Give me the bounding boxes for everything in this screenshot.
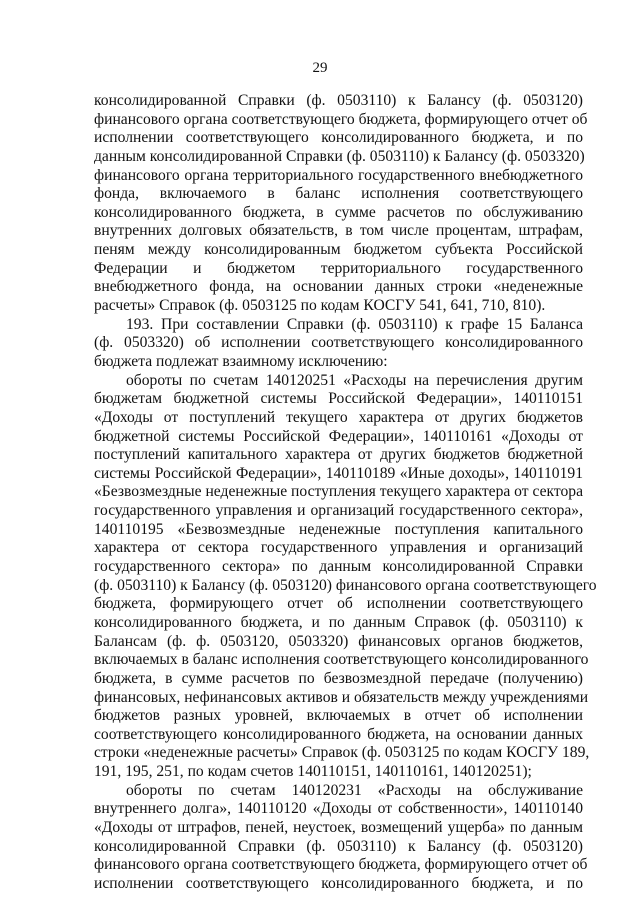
text-line: финансового органа соответствующего бюджета, формирующего отчет об	[94, 856, 588, 874]
text-line: финансового органа территориального государственного внебюджетного	[94, 166, 583, 184]
text-line: консолидированного бюджета, и по данным Справок (ф. 0503110) к	[94, 613, 583, 631]
text-line: «Доходы от поступлений текущего характера от других бюджетов	[94, 408, 583, 426]
text-line: государственного управления и организаций государственного сектора»,	[94, 502, 583, 520]
text-line: поступлений капитального характера от других бюджетов бюджетной	[94, 446, 583, 464]
text-line: Федерации и бюджетом территориального государственного	[94, 259, 583, 277]
text-line: данным консолидированной Справки (ф. 0503110) к Балансу (ф. 0503320)	[94, 147, 585, 165]
text-line: внутренних долговых обязательств, в том числе процентам, штрафам,	[94, 222, 583, 240]
text-line: консолидированного бюджета, в сумме расчетов по обслуживанию	[94, 203, 583, 221]
text-line: бюджета, формирующего отчет об исполнении соответствующего	[94, 595, 583, 613]
text-line: бюджетам бюджетной системы Российской Федерации», 140110151	[94, 390, 583, 408]
text-line: внутреннего долга», 140110120 «Доходы от собственности», 140110140	[94, 800, 583, 818]
text-line: расчеты» Справок (ф. 0503125 по кодам КОСГУ 541, 641, 710, 810).	[94, 297, 546, 315]
text-line: строки «неденежные расчеты» Справок (ф. 0503125 по кодам КОСГУ 189,	[94, 744, 590, 762]
text-line: (ф. 0503110) к Балансу (ф. 0503120) финансового органа соответствующего	[94, 576, 597, 594]
text-line: бюджета, в сумме расчетов по безвозмездной передаче (получению)	[94, 669, 583, 687]
text-line: бюджета подлежат взаимному исключению:	[94, 352, 388, 370]
text-line: исполнении соответствующего консолидированного бюджета, и по	[94, 129, 583, 147]
text-line: Балансам (ф. ф. 0503120, 0503320) финансовых органов бюджетов,	[94, 632, 583, 650]
text-line: (ф. 0503320) об исполнении соответствующего консолидированного	[94, 334, 583, 352]
text-line: фонда, включаемого в баланс исполнения соответствующего	[94, 185, 583, 203]
body-text	[94, 92, 597, 894]
text-line: 140110195 «Безвозмездные неденежные поступления капитального	[94, 520, 583, 538]
text-line: финансового органа соответствующего бюджета, формирующего отчет об	[94, 110, 588, 128]
text-line: консолидированной Справки (ф. 0503110) к Балансу (ф. 0503120)	[94, 92, 583, 109]
text-line: бюджетной системы Российской Федерации», 140110161 «Доходы от	[94, 427, 583, 445]
text-line: 191, 195, 251, по кодам счетов 140110151, 140110161, 140120251);	[94, 763, 532, 781]
text-line: государственного сектора» по данным консолидированной Справки	[94, 558, 583, 576]
text-line: «Безвозмездные неденежные поступления текущего характера от сектора	[94, 483, 584, 501]
text-line: характера от сектора государственного управления и организаций	[94, 539, 583, 557]
text-line: «Доходы от штрафов, пеней, неустоек, возмещений ущерба» по данным	[94, 818, 583, 836]
text-line: обороты по счетам 140120231 «Расходы на обслуживание	[126, 781, 583, 799]
page-number: 29	[312, 60, 328, 76]
text-line: 193. При составлении Справки (ф. 0503110) к графе 15 Баланса	[126, 315, 583, 333]
text-line: финансовых, нефинансовых активов и обязательств между учреждениями	[94, 688, 589, 706]
text-line: пеням между консолидированным бюджетом субъекта Российской	[94, 241, 583, 259]
text-line: включаемых в баланс исполнения соответствующего консолидированного	[94, 651, 589, 669]
text-line: бюджетов разных уровней, включаемых в отчет об исполнении	[94, 707, 583, 725]
text-line: обороты по счетам 140120251 «Расходы на перечисления другим	[126, 371, 583, 389]
text-line: внебюджетного фонда, на основании данных строки «неденежные	[94, 278, 583, 296]
text-line: системы Российской Федерации», 140110189 «Иные доходы», 140110191	[94, 464, 583, 482]
text-line: консолидированной Справки (ф. 0503110) к Балансу (ф. 0503120)	[94, 837, 583, 855]
text-line: соответствующего консолидированного бюджета, на основании данных	[94, 725, 583, 743]
text-line: исполнении соответствующего консолидированного бюджета, и по	[94, 874, 583, 892]
